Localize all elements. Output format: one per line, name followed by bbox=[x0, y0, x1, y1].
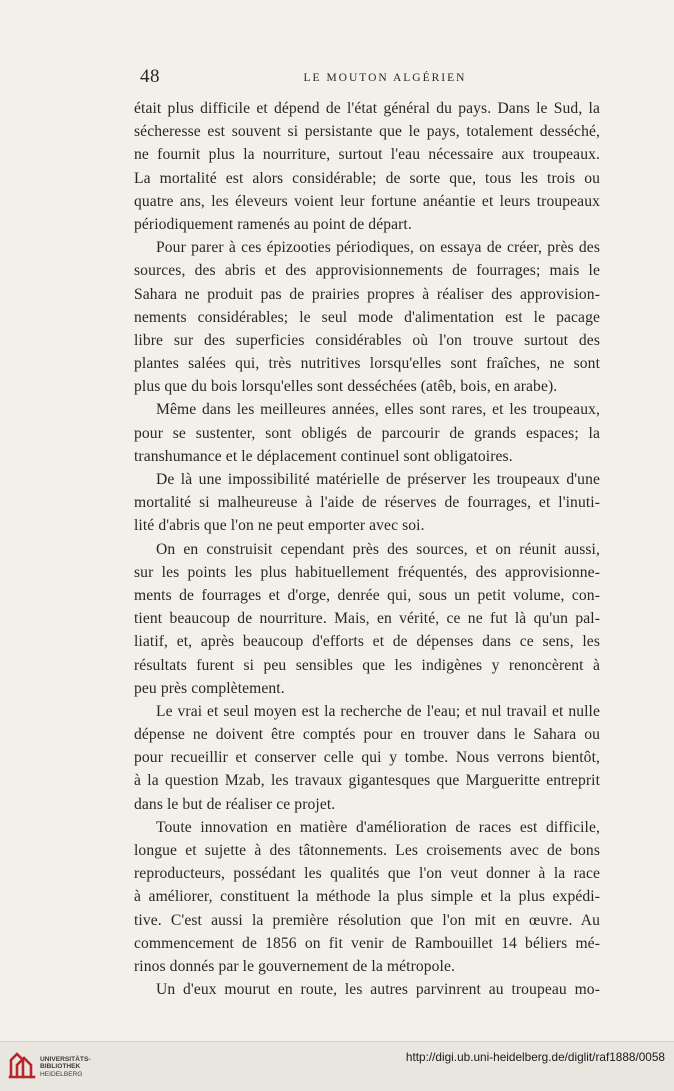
text-line: dépense ne doivent être comptés pour en trouver dans le Sahara ou bbox=[134, 726, 600, 744]
library-name bbox=[40, 1056, 91, 1078]
text-line: à améliorer, constituent la méthode la plus simple et la plus expédi- bbox=[134, 888, 600, 906]
text-line: à la question Mzab, les travaux gigantesques que Margueritte entreprit bbox=[134, 772, 600, 790]
paragraph bbox=[134, 97, 600, 236]
text-line: plantes salées qui, très nutritives lorsqu'elles sont fraîches, ne sont bbox=[134, 355, 600, 373]
text-line: longue et sujette à des tâtonnements. Les croisements avec de bons bbox=[134, 842, 600, 859]
text-line: Pour parer à ces épizooties périodiques, on essaya de créer, près des bbox=[156, 239, 600, 257]
text-line: peu près complètement. bbox=[134, 679, 285, 697]
text-line: Le vrai et seul moyen est la recherche de l'eau; et nul travail et nulle bbox=[156, 702, 600, 720]
text-line: ne fournit plus la nourriture, surtout l'eau nécessaire aux troupeaux. bbox=[134, 146, 600, 164]
text-line: résultats furent si peu sensibles que les indigènes y renoncèrent à bbox=[134, 656, 600, 674]
running-title: LE MOUTON ALGÉRIEN bbox=[303, 72, 467, 84]
text-line: sources, des abris et des approvisionnements de fourrages; mais le bbox=[134, 262, 600, 280]
text-line: sécheresse est souvent si persistante que le pays, totalement desséché, bbox=[134, 123, 600, 141]
library-name-line: UNIVERSITÄTS- bbox=[40, 1056, 91, 1063]
library-name-line: HEIDELBERG bbox=[40, 1070, 83, 1078]
text-line: On en construisit cependant près des sources, et on réunit aussi, bbox=[156, 540, 600, 558]
text-line: rinos donnés par le gouvernement de la métropole. bbox=[134, 957, 456, 975]
text-line: Un d'eux mourut en route, les autres parvinrent au troupeau mo- bbox=[156, 981, 600, 999]
text-line: pour se sustenter, sont obligés de parcourir de grands espaces; la bbox=[134, 424, 600, 442]
text-line: quatre ans, les éleveurs voient leur fortune anéantie et leurs troupeaux bbox=[134, 192, 600, 210]
source-url-link[interactable]: http://digi.ub.uni-heidelberg.de/diglit/raf1888/0058 bbox=[405, 1050, 665, 1064]
paragraph bbox=[134, 700, 600, 816]
text-line: tient beaucoup de nourriture. Mais, en vérité, ce ne fut là qu'un pal- bbox=[134, 610, 600, 628]
paragraph bbox=[134, 978, 600, 1001]
text-line: mortalité si malheureuse à l'aide de réserves de fourrages, et l'inuti- bbox=[134, 494, 600, 512]
text-line: était plus difficile et dépend de l'état général du pays. Dans le Sud, la bbox=[134, 100, 600, 117]
text-line: ments de fourrages et d'orge, denrée qui, sous un petit volume, con- bbox=[134, 586, 600, 604]
text-line: Même dans les meilleures années, elles sont rares, et les troupeaux, bbox=[156, 401, 600, 419]
text-line: lité d'abris que l'on ne peut emporter avec soi. bbox=[134, 517, 425, 535]
text-line: commencement de 1856 on fit venir de Rambouillet 14 béliers mé- bbox=[134, 934, 600, 952]
paragraph bbox=[134, 538, 600, 700]
text-line: périodiquement ramenés au point de départ. bbox=[134, 215, 412, 233]
paragraph bbox=[134, 398, 600, 468]
text-line: nements considérables; le seul mode d'alimentation est le pacage bbox=[134, 308, 600, 326]
paragraph bbox=[134, 816, 600, 978]
page-header bbox=[134, 66, 600, 92]
text-line: transhumance et le déplacement continuel sont obligatoires. bbox=[134, 447, 513, 465]
text-line: libre sur des superficies considérables où l'on trouve surtout des bbox=[134, 331, 600, 349]
text-line: La mortalité est alors considérable; de sorte que, tous les trois ou bbox=[134, 169, 600, 187]
text-line: tive. C'est aussi la première résolution que l'on mit en œuvre. Au bbox=[134, 911, 600, 929]
text-line: De là une impossibilité matérielle de préserver les troupeaux d'une bbox=[156, 471, 600, 488]
text-line: reproducteurs, possédant les qualités que l'on veut donner à la race bbox=[134, 865, 600, 883]
page-number: 48 bbox=[140, 66, 160, 87]
text-line: Sahara ne produit pas de prairies propres à réaliser des approvision- bbox=[134, 285, 600, 303]
footer bbox=[0, 1041, 674, 1091]
library-name-line: BIBLIOTHEK bbox=[40, 1063, 81, 1071]
text-line: liatif, et, après beaucoup d'efforts et de dépenses dans ce sens, les bbox=[134, 633, 600, 651]
body-text bbox=[134, 97, 600, 1001]
paragraph bbox=[134, 236, 600, 398]
text-line: Toute innovation en matière d'amélioration de races est difficile, bbox=[156, 818, 600, 836]
university-library-logo bbox=[8, 1050, 36, 1080]
text-line: plus que du bois lorsqu'elles sont desséchées (atêb, bois, en arabe). bbox=[134, 378, 558, 396]
text-line: pour recueillir et conserver celle qui y tombe. Nous verrons bientôt, bbox=[134, 749, 600, 767]
text-line: dans le but de réaliser ce projet. bbox=[134, 795, 336, 813]
paragraph bbox=[134, 468, 600, 538]
text-line: sur les points les plus habituellement fréquentés, des approvisionne- bbox=[134, 563, 600, 581]
